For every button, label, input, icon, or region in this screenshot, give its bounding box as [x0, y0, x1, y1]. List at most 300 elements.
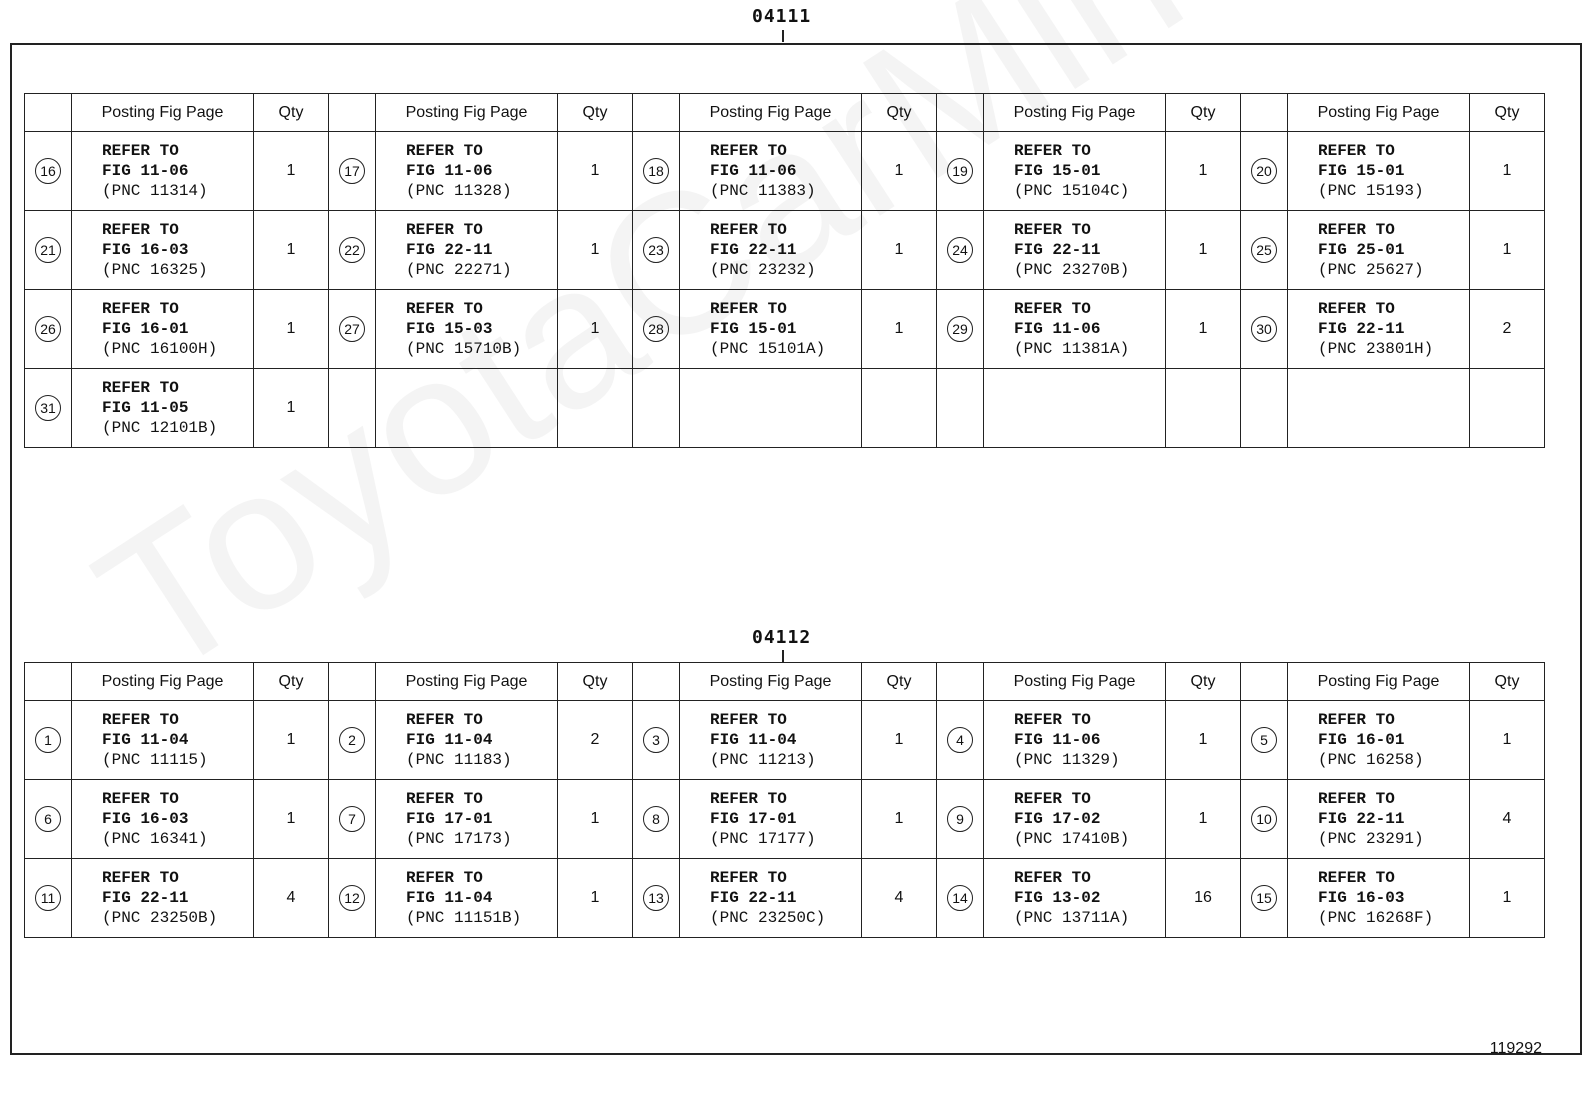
callout-cell: [329, 701, 376, 780]
posting-fig-cell: [984, 701, 1166, 780]
callout-cell: [1241, 211, 1288, 290]
section-code-04112: 04112: [752, 627, 812, 648]
callout-cell: [1241, 369, 1288, 448]
index-header: [329, 663, 376, 701]
posting-fig-page-header: Posting Fig Page: [984, 663, 1166, 701]
qty-value: 1: [1502, 162, 1512, 179]
qty-cell: [558, 369, 633, 448]
qty-cell: [1470, 369, 1545, 448]
posting-fig-cell: [680, 211, 862, 290]
qty-cell: [862, 369, 937, 448]
qty-value: 1: [590, 320, 600, 337]
table-header-row: [25, 94, 1545, 132]
callout-cell: [25, 132, 72, 211]
qty-value: 1: [1198, 810, 1208, 827]
callout-number: 13: [643, 885, 669, 911]
pnc-reference: (PNC 13711A): [1014, 909, 1130, 927]
qty-cell: [862, 132, 937, 211]
qty-value: 2: [590, 731, 600, 748]
pnc-reference: (PNC 15104C): [1014, 182, 1130, 200]
pnc-reference: (PNC 23250C): [710, 909, 826, 927]
posting-fig-cell: [376, 701, 558, 780]
index-header: [329, 94, 376, 132]
posting-fig-cell: [984, 211, 1166, 290]
posting-fig-page-header: Posting Fig Page: [72, 663, 254, 701]
posting-fig-page-header: Posting Fig Page: [680, 94, 862, 132]
qty-cell: [558, 211, 633, 290]
callout-number: 29: [947, 316, 973, 342]
qty-header: Qty: [558, 663, 633, 701]
section-leader-line: [782, 650, 784, 662]
index-header: [25, 94, 72, 132]
qty-cell: [254, 211, 329, 290]
callout-number: 10: [1251, 806, 1277, 832]
table-row: [25, 132, 1545, 211]
posting-fig-cell: [1288, 780, 1470, 859]
refer-to-label: REFER TO: [1318, 300, 1395, 318]
posting-fig-cell: [984, 859, 1166, 938]
callout-number: 5: [1251, 727, 1277, 753]
qty-cell: [1166, 701, 1241, 780]
qty-cell: [1166, 132, 1241, 211]
qty-cell: [558, 701, 633, 780]
callout-cell: [25, 290, 72, 369]
posting-fig-cell: [376, 369, 558, 448]
qty-value: 1: [1198, 731, 1208, 748]
refer-to-label: REFER TO: [406, 142, 483, 160]
qty-header: Qty: [1470, 94, 1545, 132]
refer-to-label: REFER TO: [710, 790, 787, 808]
pnc-reference: (PNC 11314): [102, 182, 208, 200]
qty-cell: [254, 701, 329, 780]
posting-fig-cell: [1288, 369, 1470, 448]
posting-fig-cell: [376, 211, 558, 290]
refer-to-label: REFER TO: [406, 790, 483, 808]
callout-number: 14: [947, 885, 973, 911]
callout-cell: [633, 211, 680, 290]
fig-reference: FIG 11-05: [102, 399, 189, 417]
qty-header: Qty: [862, 94, 937, 132]
refer-to-label: REFER TO: [1014, 711, 1091, 729]
qty-value: 1: [286, 399, 296, 416]
pnc-reference: (PNC 25627): [1318, 261, 1424, 279]
pnc-reference: (PNC 16325): [102, 261, 208, 279]
posting-fig-cell: [376, 290, 558, 369]
qty-cell: [254, 290, 329, 369]
refer-to-label: REFER TO: [710, 300, 787, 318]
refer-to-label: REFER TO: [710, 711, 787, 729]
callout-cell: [1241, 290, 1288, 369]
posting-fig-cell: [680, 701, 862, 780]
callout-number: 18: [643, 158, 669, 184]
fig-reference: FIG 11-06: [102, 162, 189, 180]
callout-number: 25: [1251, 237, 1277, 263]
posting-fig-cell: [680, 369, 862, 448]
callout-number: 24: [947, 237, 973, 263]
qty-value: 2: [1502, 320, 1512, 337]
posting-fig-cell: [72, 211, 254, 290]
qty-cell: [862, 859, 937, 938]
refer-to-label: REFER TO: [1014, 790, 1091, 808]
posting-fig-cell: [72, 701, 254, 780]
refer-to-label: REFER TO: [102, 221, 179, 239]
section-code-04111: 04111: [752, 6, 812, 27]
posting-fig-cell: [1288, 290, 1470, 369]
fig-reference: FIG 11-06: [1014, 731, 1101, 749]
index-header: [1241, 663, 1288, 701]
qty-value: 1: [286, 810, 296, 827]
qty-cell: [1166, 211, 1241, 290]
qty-value: 16: [1194, 889, 1212, 906]
callout-number: 4: [947, 727, 973, 753]
posting-fig-cell: [680, 132, 862, 211]
qty-value: 1: [1502, 731, 1512, 748]
callout-cell: [937, 290, 984, 369]
posting-fig-page-header: Posting Fig Page: [72, 94, 254, 132]
qty-cell: [1166, 780, 1241, 859]
posting-fig-cell: [680, 290, 862, 369]
index-header: [1241, 94, 1288, 132]
qty-header: Qty: [1166, 94, 1241, 132]
callout-number: 7: [339, 806, 365, 832]
refer-to-label: REFER TO: [406, 300, 483, 318]
callout-number: 30: [1251, 316, 1277, 342]
callout-cell: [1241, 780, 1288, 859]
fig-reference: FIG 11-04: [406, 889, 493, 907]
index-header: [633, 94, 680, 132]
callout-number: 16: [35, 158, 61, 184]
qty-header: Qty: [254, 663, 329, 701]
posting-fig-cell: [72, 859, 254, 938]
refer-to-label: REFER TO: [406, 869, 483, 887]
qty-cell: [254, 859, 329, 938]
posting-fig-cell: [1288, 132, 1470, 211]
refer-to-label: REFER TO: [102, 379, 179, 397]
qty-value: 4: [1502, 810, 1512, 827]
posting-fig-cell: [72, 290, 254, 369]
callout-number: 11: [35, 885, 61, 911]
callout-cell: [633, 701, 680, 780]
qty-cell: [1166, 859, 1241, 938]
table-row: [25, 780, 1545, 859]
pnc-reference: (PNC 23270B): [1014, 261, 1130, 279]
qty-cell: [254, 780, 329, 859]
callout-number: 8: [643, 806, 669, 832]
posting-fig-cell: [984, 369, 1166, 448]
callout-cell: [633, 780, 680, 859]
callout-cell: [633, 132, 680, 211]
refer-to-label: REFER TO: [1318, 142, 1395, 160]
qty-value: 1: [286, 241, 296, 258]
callout-cell: [329, 290, 376, 369]
callout-number: 23: [643, 237, 669, 263]
callout-cell: [937, 859, 984, 938]
table-row: [25, 701, 1545, 780]
pnc-reference: (PNC 16100H): [102, 340, 218, 358]
fig-reference: FIG 13-02: [1014, 889, 1101, 907]
posting-fig-cell: [984, 290, 1166, 369]
fig-reference: FIG 16-03: [102, 241, 189, 259]
pnc-reference: (PNC 17177): [710, 830, 816, 848]
callout-cell: [25, 211, 72, 290]
posting-fig-cell: [72, 132, 254, 211]
table-row: [25, 211, 1545, 290]
fig-reference: FIG 22-11: [710, 241, 797, 259]
table-row: [25, 859, 1545, 938]
callout-number: 22: [339, 237, 365, 263]
callout-number: 28: [643, 316, 669, 342]
fig-reference: FIG 15-01: [710, 320, 797, 338]
fig-reference: FIG 16-03: [1318, 889, 1405, 907]
index-header: [25, 663, 72, 701]
pnc-reference: (PNC 11151B): [406, 909, 522, 927]
posting-fig-page-header: Posting Fig Page: [680, 663, 862, 701]
qty-header: Qty: [1166, 663, 1241, 701]
callout-number: 20: [1251, 158, 1277, 184]
refer-to-label: REFER TO: [1014, 142, 1091, 160]
fig-reference: FIG 16-03: [102, 810, 189, 828]
qty-cell: [862, 290, 937, 369]
qty-value: 1: [1502, 241, 1512, 258]
refer-to-label: REFER TO: [1318, 869, 1395, 887]
callout-number: 19: [947, 158, 973, 184]
qty-cell: [1470, 211, 1545, 290]
qty-header: Qty: [254, 94, 329, 132]
pnc-reference: (PNC 12101B): [102, 419, 218, 437]
fig-reference: FIG 11-06: [710, 162, 797, 180]
qty-cell: [1470, 780, 1545, 859]
callout-number: 27: [339, 316, 365, 342]
qty-cell: [862, 701, 937, 780]
refer-to-label: REFER TO: [1014, 221, 1091, 239]
posting-fig-cell: [984, 780, 1166, 859]
pnc-reference: (PNC 11328): [406, 182, 512, 200]
posting-fig-cell: [680, 859, 862, 938]
callout-cell: [937, 369, 984, 448]
callout-cell: [1241, 132, 1288, 211]
posting-fig-cell: [984, 132, 1166, 211]
fig-reference: FIG 22-11: [1318, 810, 1405, 828]
callout-cell: [1241, 859, 1288, 938]
fig-reference: FIG 22-11: [710, 889, 797, 907]
qty-value: 1: [590, 241, 600, 258]
pnc-reference: (PNC 11183): [406, 751, 512, 769]
fig-reference: FIG 11-04: [710, 731, 797, 749]
callout-number: 12: [339, 885, 365, 911]
fig-reference: FIG 11-04: [102, 731, 189, 749]
fig-reference: FIG 22-11: [406, 241, 493, 259]
callout-number: 2: [339, 727, 365, 753]
fig-reference: FIG 16-01: [102, 320, 189, 338]
callout-number: 3: [643, 727, 669, 753]
pnc-reference: (PNC 11115): [102, 751, 208, 769]
table-row: [25, 290, 1545, 369]
pnc-reference: (PNC 11383): [710, 182, 816, 200]
callout-cell: [633, 859, 680, 938]
fig-reference: FIG 22-11: [1014, 241, 1101, 259]
callout-number: 15: [1251, 885, 1277, 911]
qty-cell: [862, 780, 937, 859]
index-header: [937, 663, 984, 701]
qty-cell: [1166, 290, 1241, 369]
callout-cell: [937, 780, 984, 859]
posting-fig-cell: [1288, 211, 1470, 290]
qty-value: 4: [286, 889, 296, 906]
qty-cell: [558, 290, 633, 369]
callout-cell: [25, 701, 72, 780]
refer-to-label: REFER TO: [406, 221, 483, 239]
callout-cell: [25, 780, 72, 859]
refer-to-label: REFER TO: [1318, 711, 1395, 729]
pnc-reference: (PNC 15101A): [710, 340, 826, 358]
fig-reference: FIG 17-01: [710, 810, 797, 828]
index-header: [633, 663, 680, 701]
callout-cell: [25, 369, 72, 448]
section-leader-line: [782, 30, 784, 42]
fig-reference: FIG 16-01: [1318, 731, 1405, 749]
refer-to-label: REFER TO: [710, 221, 787, 239]
qty-value: 1: [590, 162, 600, 179]
callout-cell: [937, 132, 984, 211]
qty-cell: [1470, 859, 1545, 938]
fig-reference: FIG 15-01: [1014, 162, 1101, 180]
qty-cell: [1470, 701, 1545, 780]
posting-fig-cell: [1288, 701, 1470, 780]
callout-cell: [25, 859, 72, 938]
posting-fig-page-header: Posting Fig Page: [1288, 94, 1470, 132]
fig-reference: FIG 17-01: [406, 810, 493, 828]
refer-to-label: REFER TO: [1014, 300, 1091, 318]
posting-fig-cell: [376, 780, 558, 859]
qty-cell: [254, 369, 329, 448]
posting-fig-page-header: Posting Fig Page: [376, 663, 558, 701]
refer-to-label: REFER TO: [102, 142, 179, 160]
qty-header: Qty: [558, 94, 633, 132]
callout-number: 6: [35, 806, 61, 832]
posting-fig-cell: [376, 859, 558, 938]
fig-reference: FIG 11-04: [406, 731, 493, 749]
refer-to-label: REFER TO: [102, 869, 179, 887]
fig-reference: FIG 22-11: [102, 889, 189, 907]
pnc-reference: (PNC 15710B): [406, 340, 522, 358]
fig-reference: FIG 25-01: [1318, 241, 1405, 259]
callout-number: 31: [35, 395, 61, 421]
pnc-reference: (PNC 23801H): [1318, 340, 1434, 358]
refer-to-label: REFER TO: [1014, 869, 1091, 887]
pnc-reference: (PNC 16258): [1318, 751, 1424, 769]
qty-value: 1: [1198, 320, 1208, 337]
qty-value: 1: [894, 731, 904, 748]
pnc-reference: (PNC 17173): [406, 830, 512, 848]
callout-number: 21: [35, 237, 61, 263]
qty-value: 1: [894, 241, 904, 258]
posting-fig-cell: [1288, 859, 1470, 938]
qty-cell: [254, 132, 329, 211]
refer-to-label: REFER TO: [710, 869, 787, 887]
callout-cell: [329, 369, 376, 448]
pnc-reference: (PNC 11213): [710, 751, 816, 769]
callout-number: 26: [35, 316, 61, 342]
qty-value: 1: [894, 162, 904, 179]
callout-cell: [633, 290, 680, 369]
posting-fig-cell: [680, 780, 862, 859]
qty-value: 1: [894, 320, 904, 337]
qty-cell: [862, 211, 937, 290]
callout-cell: [937, 211, 984, 290]
fig-reference: FIG 15-03: [406, 320, 493, 338]
qty-cell: [558, 859, 633, 938]
qty-cell: [1470, 290, 1545, 369]
refer-to-label: REFER TO: [710, 142, 787, 160]
pnc-reference: (PNC 16341): [102, 830, 208, 848]
qty-value: 1: [286, 162, 296, 179]
qty-value: 1: [286, 320, 296, 337]
qty-value: 1: [286, 731, 296, 748]
callout-cell: [633, 369, 680, 448]
callout-number: 1: [35, 727, 61, 753]
pnc-reference: (PNC 23250B): [102, 909, 218, 927]
qty-cell: [1470, 132, 1545, 211]
qty-cell: [1166, 369, 1241, 448]
pnc-reference: (PNC 22271): [406, 261, 512, 279]
refer-to-label: REFER TO: [102, 300, 179, 318]
qty-value: 1: [1198, 241, 1208, 258]
qty-cell: [558, 132, 633, 211]
table-row: [25, 369, 1545, 448]
callout-number: 17: [339, 158, 365, 184]
fig-reference: FIG 17-02: [1014, 810, 1101, 828]
pnc-reference: (PNC 23232): [710, 261, 816, 279]
posting-fig-cell: [72, 780, 254, 859]
callout-cell: [329, 780, 376, 859]
refer-to-label: REFER TO: [102, 790, 179, 808]
fig-reference: FIG 11-06: [1014, 320, 1101, 338]
qty-value: 4: [894, 889, 904, 906]
pnc-reference: (PNC 17410B): [1014, 830, 1130, 848]
posting-fig-page-header: Posting Fig Page: [984, 94, 1166, 132]
posting-fig-cell: [376, 132, 558, 211]
pnc-reference: (PNC 11329): [1014, 751, 1120, 769]
refer-to-label: REFER TO: [406, 711, 483, 729]
qty-value: 1: [590, 889, 600, 906]
qty-header: Qty: [1470, 663, 1545, 701]
posting-fig-page-header: Posting Fig Page: [376, 94, 558, 132]
pnc-reference: (PNC 15193): [1318, 182, 1424, 200]
pnc-reference: (PNC 23291): [1318, 830, 1424, 848]
callout-number: 9: [947, 806, 973, 832]
qty-value: 1: [1198, 162, 1208, 179]
posting-fig-cell: [72, 369, 254, 448]
qty-cell: [558, 780, 633, 859]
index-header: [937, 94, 984, 132]
callout-cell: [329, 211, 376, 290]
callout-cell: [1241, 701, 1288, 780]
fig-reference: FIG 22-11: [1318, 320, 1405, 338]
qty-value: 1: [1502, 889, 1512, 906]
fig-reference: FIG 15-01: [1318, 162, 1405, 180]
qty-value: 1: [894, 810, 904, 827]
refer-to-label: REFER TO: [1318, 221, 1395, 239]
parts-reference-table-04112: [24, 662, 1545, 938]
parts-reference-table-04111: [24, 93, 1545, 448]
refer-to-label: REFER TO: [1318, 790, 1395, 808]
posting-fig-page-header: Posting Fig Page: [1288, 663, 1470, 701]
fig-reference: FIG 11-06: [406, 162, 493, 180]
callout-cell: [937, 701, 984, 780]
callout-cell: [329, 132, 376, 211]
callout-cell: [329, 859, 376, 938]
table-header-row: [25, 663, 1545, 701]
